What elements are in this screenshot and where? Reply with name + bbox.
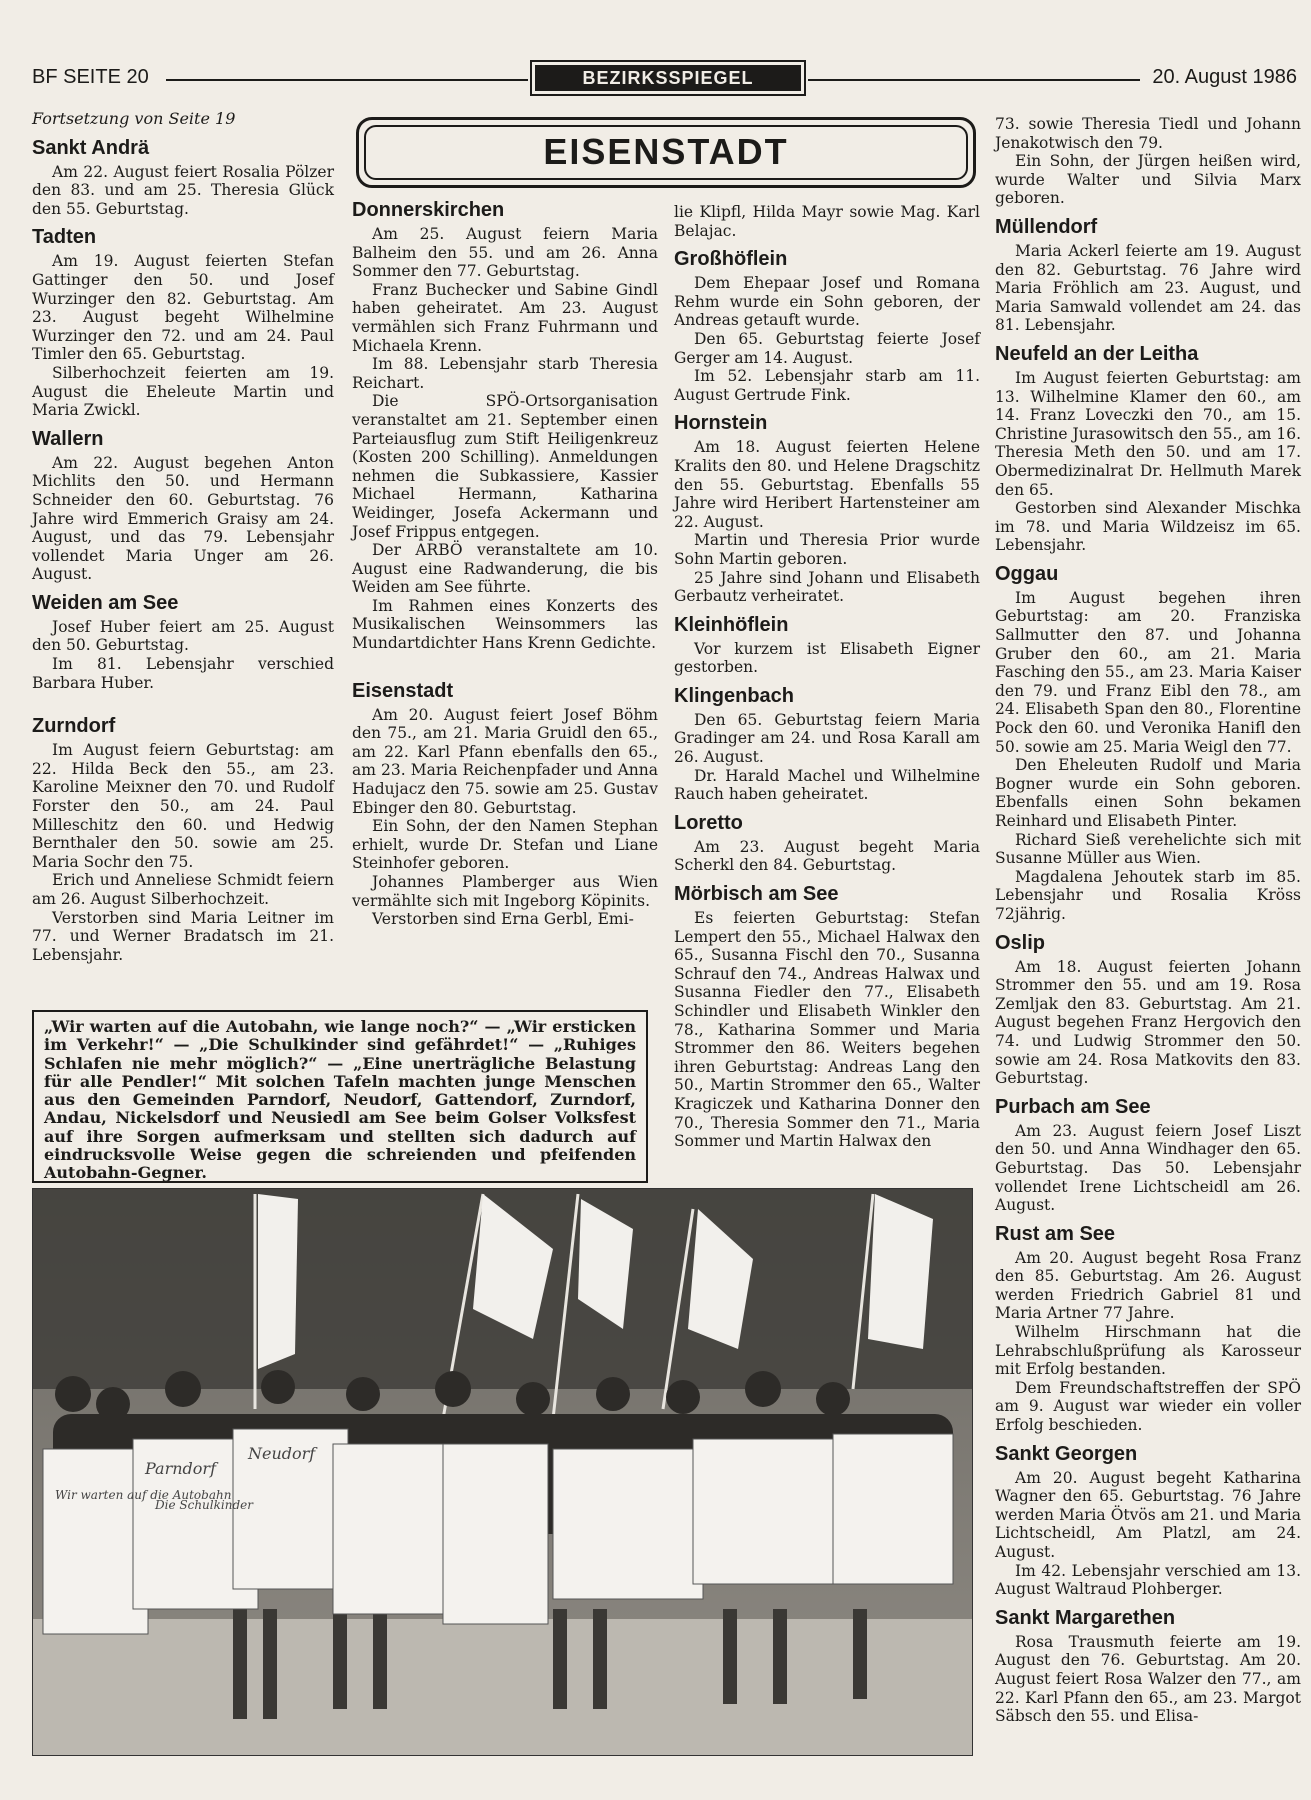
heading-donnerskirchen: Donnerskirchen [352,199,505,221]
article-paragraph: Am 18. August feierten Helene Kralits den 80. und Helene Dragschitz den 55. Geburtstag. Ebenfalls 55 Jahre wird Heribert Hartensteiner am 22. August. [674,438,980,531]
article-paragraph: Am 22. August feiert Rosalia Pölzer den 83. und am 25. Theresia Glück den 55. Geburtstag. [32,162,334,218]
article-paragraph: Im 42. Lebensjahr verschied am 13. August Waltraud Plohberger. [995,1561,1301,1599]
protest-photo-drawing [33,1189,972,1755]
article-paragraph: Am 20. August begeht Katharina Wagner den 65. Geburtstag. 76 Jahre werden Maria Ötvös am 21. und Maria Lichtscheidl, Am Platzl, am 24. August. [995,1468,1301,1561]
article-paragraph: Am 19. August feierten Stefan Gattinger den 50. und Josef Wurzinger den 82. Geburtstag. Am 23. August begeht Wilhelmine Wurzinger den 72. und am 24. Paul Timler den 65. Geburtstag. [32,252,334,364]
sign-text-parndorf: Parndorf [145,1459,216,1478]
article-paragraph: Im 88. Lebensjahr starb Theresia Reichart. [352,355,658,392]
section-label-box [530,60,806,96]
article-paragraph: Am 20. August feiert Josef Böhm den 75., am 21. Maria Gruidl den 65., am 22. Karl Pfann ebenfalls den 65., am 23. Maria Reichenpfader und Anna Hadujacz den 75. sowie am 25. Gustav Ebinger den 80. Geburtstag. [352,705,658,817]
heading-loretto: Loretto [674,811,743,834]
photo-caption: „Wir warten auf die Autobahn, wie lange noch?“ — „Wir ersticken im Verkehr!“ — „Die Schulkinder sind gefährdet!“ — „Ruhiges Schlafen nie mehr möglich?“ — „Eine unerträgliche Belastung für alle Pendler!“ Mit solchen Tafeln machten junge Menschen aus den Gemeinden Parndorf, Neudorf, Gattendorf, Zurndorf, Andau, Nickelsdorf und Neusiedl am See beim Golser Volksfest auf ihre Sorgen aufmerksam und stellten sich dadurch auf eindrucksvolle Weise gegen die schreienden und pfeifenden Autobahn-Gegner. [32,1010,648,1183]
article-paragraph: Maria Ackerl feierte am 19. August den 82. Geburtstag. 76 Jahre wird Maria Fröhlich am 23. August, und Maria Samwald vollendet am 24. das 81. Lebensjahr. [995,241,1301,335]
sign-text-autobahn: Wir warten auf die Autobahn [55,1488,232,1502]
heading-purbach-am-see: Purbach am See [995,1095,1151,1118]
article-paragraph: Es feierten Geburtstag: Stefan Lempert den 55., Michael Halwax den 65., Susanna Fischl den 70., Susanna Schrauf den 74., Andreas Halwax und Susanna Fiedler den 77., Elisabeth Schindler und Elisabeth Winkler den 78., Katharina Sommer und Maria Strommer den 86. Weiters begehen ihren Geburtstag: Andreas Lang den 50., Martin Strommer den 65., Walter Kragiczek und Katharina Donner den 70., Theresia Sommer den 71., Maria Sommer und Martin Halwax den [674,909,980,1151]
article-paragraph: Ein Sohn, der den Namen Stephan erhielt, wurde Dr. Stefan und Liane Steinhofer geboren. [352,817,658,873]
article-paragraph: Josef Huber feiert am 25. August den 50. Geburtstag. [32,617,334,655]
title-box [356,117,976,188]
heading-wallern: Wallern [32,427,104,450]
article-paragraph: Richard Sieß verehelichte sich mit Susanne Müller aus Wien. [995,830,1301,868]
heading-zurndorf: Zurndorf [32,715,116,738]
article-paragraph: Dem Freundschaftstreffen der SPÖ am 9. August war wieder ein voller Erfolg beschieden. [995,1378,1301,1435]
article-paragraph: Gestorben sind Alexander Mischka im 78. und Maria Wildzeisz im 65. Lebensjahr. [995,499,1301,555]
article-paragraph: Im August begehen ihren Geburtstag: am 20. Franziska Sallmutter den 87. und Johanna Gruber den 60., am 21. Maria Fasching den 55., am 23. Maria Kaiser den 79. und Franz Eibl den 78., am 24. Elisabeth Span den 80., Florentine Pock den 60. und Veronika Hanifl den 50. sowie am 25. Maria Weigl den 77. [995,588,1301,756]
article-paragraph: Am 23. August begeht Maria Scherkl den 84. Geburtstag. [674,837,980,875]
article-paragraph: Im August feierten Geburtstag: am 13. Wilhelmine Klamer den 60., am 14. Franz Loveczki den 70., am 15. Christine Jurasowitsch den 55., am 16. Theresia Meth den 50. und am 17. Obermedizinalrat Dr. Hellmuth Marek den 65. [995,368,1301,499]
heading-moerbisch-am-see: Mörbisch am See [674,883,839,906]
heading-rust-am-see: Rust am See [995,1222,1116,1245]
article-paragraph: 25 Jahre sind Johann und Elisabeth Gerbautz verheiratet. [674,568,980,606]
sign-text-schulkinder: Die Schulkinder [155,1498,253,1512]
article-paragraph: Am 20. August begeht Rosa Franz den 85. Geburtstag. Am 26. August werden Friedrich Gabriel 81 und Maria Artner 77 Jahre. [995,1248,1301,1323]
header-rule-left [166,79,528,81]
article-paragraph: Den 65. Geburtstag feiern Maria Gradinger am 24. und Rosa Karall am 26. August. [674,710,980,767]
article-paragraph: Vor kurzem ist Elisabeth Eigner gestorben. [674,639,980,677]
article-paragraph: Am 22. August begehen Anton Michlits den 50. und Hermann Schneider den 60. Geburtstag. 76 Jahre wird Emmerich Graisy am 24. August, und das 79. Lebensjahr vollendet Maria Unger am 26. August. [32,453,334,584]
heading-weiden-am-see: Weiden am See [32,591,179,614]
heading-kleinhoeflein: Kleinhöflein [674,613,789,636]
article-paragraph: 73. sowie Theresia Tiedl und Johann Jenakotwisch den 79. [995,115,1301,152]
heading-eisenstadt: Eisenstadt [352,679,454,702]
heading-grosshoeflein: Großhöflein [674,248,788,271]
heading-muellendorf: Müllendorf [995,215,1098,238]
article-paragraph: Magdalena Jehoutek starb im 85. Lebensjahr und Rosalia Kröss 72jährig. [995,867,1301,923]
continuation-note: Fortsetzung von Seite 19 [32,109,236,128]
heading-hornstein: Hornstein [674,412,768,435]
heading-sankt-andrae: Sankt Andrä [32,136,150,159]
heading-oggau: Oggau [995,562,1059,585]
article-paragraph: Im 81. Lebensjahr verschied Barbara Huber. [32,655,334,692]
ground [33,1619,972,1755]
article-paragraph: Ein Sohn, der Jürgen heißen wird, wurde Walter und Silvia Marx geboren. [995,152,1301,208]
heading-sankt-margarethen: Sankt Margarethen [995,1606,1176,1629]
heading-sankt-georgen: Sankt Georgen [995,1442,1138,1465]
article-paragraph: Im August feiern Geburtstag: am 22. Hilda Beck den 55., am 23. Karoline Meixner den 70. und Rudolf Forster den 50., am 24. Paul Milleschitz den 60. und Hedwig Bernthaler den 50. sowie am 25. Maria Sochr den 75. [32,741,334,871]
article-paragraph: Am 18. August feierten Johann Strommer den 55. und am 19. Rosa Zemljak den 83. Geburtstag. Am 21. August begehen Franz Hergovich den 74. und Ludwig Strommer den 50. sowie am 24. Rosa Matkovits den 83. Geburtstag. [995,957,1301,1088]
heading-neufeld-an-der-leitha: Neufeld an der Leitha [995,342,1199,365]
article-paragraph: Rosa Trausmuth feierte am 19. August den 76. Geburtstag. Am 20. August feiert Rosa Walzer den 77., am 22. Karl Pfann den 65., am 23. Margot Säbsch den 55. und Elisa- [995,1632,1301,1726]
article-paragraph: lie Klipfl, Hilda Mayr sowie Mag. Karl Belajac. [674,203,980,240]
sign-text-neudorf: Neudorf [248,1444,316,1463]
article-paragraph: Die SPÖ-Ortsorganisation veranstaltet am 21. September einen Parteiausflug zum Stift Heiligenkreuz (Kosten 200 Schilling). Anmeldungen nehmen die Subkassiere, Kassier Michael Hermann, Katharina Weidinger, Josefa Ackermann und Josef Frippus entgegen. [352,392,658,541]
page-number: BF SEITE 20 [32,66,149,88]
article-paragraph: Martin und Theresia Prior wurde Sohn Martin geboren. [674,531,980,568]
article-paragraph: Am 25. August feiern Maria Balheim den 55. und am 26. Anna Sommer den 77. Geburtstag. [352,225,658,281]
heading-klingenbach: Klingenbach [674,684,795,707]
protest-photo [32,1188,973,1756]
article-paragraph: Dr. Harald Machel und Wilhelmine Rauch haben geheiratet. [674,766,980,804]
page-title: EISENSTADT [364,125,968,180]
article-paragraph: Den 65. Geburtstag feierte Josef Gerger am 14. August. [674,329,980,367]
column-3 [674,203,980,1151]
issue-date: 20. August 1986 [1152,66,1297,88]
article-paragraph: Verstorben sind Maria Leitner im 77. und Werner Bradatsch im 21. Lebensjahr. [32,908,334,964]
heading-oslip: Oslip [995,931,1046,954]
article-paragraph: Im Rahmen eines Konzerts des Musikalischen Weinsommers las Mundartdichter Hans Krenn Gedichte. [352,596,658,653]
section-label: BEZIRKSSPIEGEL [535,65,801,91]
article-paragraph: Erich und Anneliese Schmidt feiern am 26. August Silberhochzeit. [32,871,334,908]
article-paragraph: Silberhochzeit feierten am 19. August die Eheleute Martin und Maria Zwickl. [32,363,334,420]
article-paragraph: Johannes Plamberger aus Wien vermählte sich mit Ingeborg Köpinits. [352,873,658,910]
column-1 [32,110,334,964]
article-paragraph: Wilhelm Hirschmann hat die Lehrabschlußprüfung als Karosseur mit Erfolg bestanden. [995,1323,1301,1379]
column-4 [995,115,1301,1726]
heading-tadten: Tadten [32,226,97,249]
article-paragraph: Den Eheleuten Rudolf und Maria Bogner wurde ein Sohn geboren. Ebenfalls einen Sohn bekamen Reinhard und Elisabeth Pinter. [995,756,1301,830]
article-paragraph: Dem Ehepaar Josef und Romana Rehm wurde ein Sohn geboren, der Andreas getauft wurde. [674,274,980,330]
article-paragraph: Der ARBÖ veranstaltete am 10. August eine Radwanderung, die bis Weiden am See führte. [352,541,658,597]
article-paragraph: Am 23. August feiern Josef Liszt den 50. und Anna Windhager den 65. Geburtstag. Das 50. Lebensjahr vollendet Irene Lichtscheidl am 26. August. [995,1121,1301,1215]
article-paragraph: Verstorben sind Erna Gerbl, Emi- [372,910,634,929]
article-paragraph: Im 52. Lebensjahr starb am 11. August Gertrude Fink. [674,367,980,404]
header-rule-right [808,79,1140,81]
article-paragraph: Franz Buchecker und Sabine Gindl haben geheiratet. Am 23. August vermählen sich Franz Fuhrmann und Michaela Krenn. [352,280,658,355]
column-2 [352,196,658,929]
